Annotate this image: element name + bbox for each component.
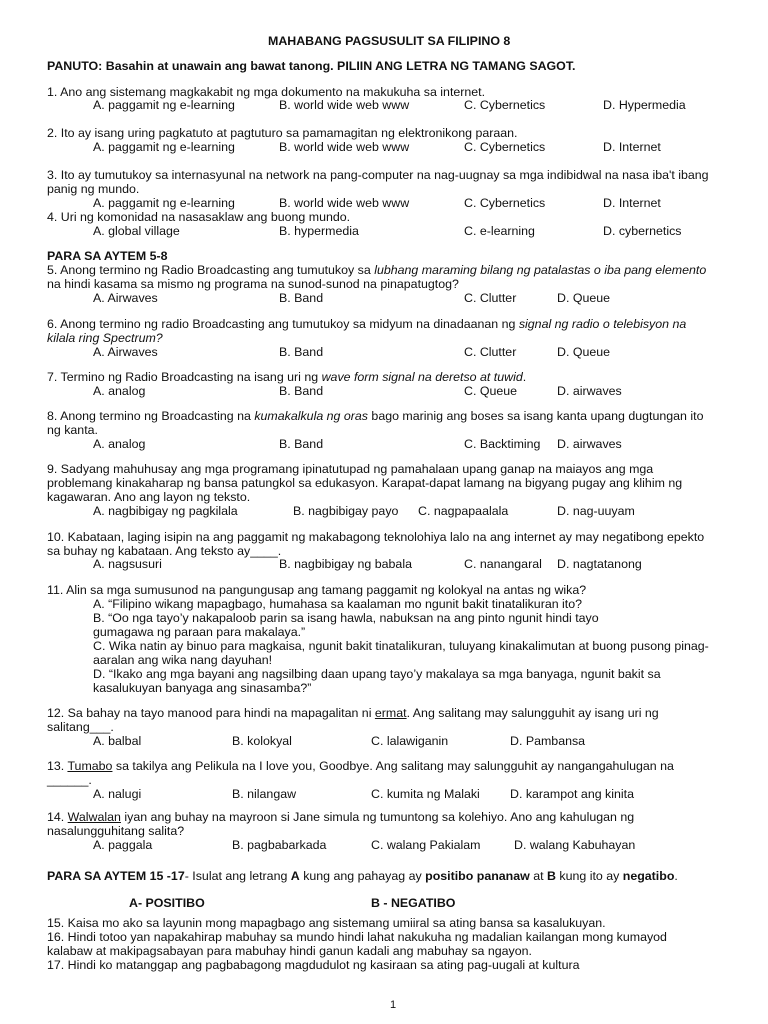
question-16-line-2: kalabaw at makipagsabayan para mabuhay hindi ganun kadali ang mabuhay sa ngayon. (47, 944, 532, 958)
q10-option-d: D. nagtatanong (557, 557, 642, 571)
q6-option-a: A. Airwaves (93, 345, 158, 359)
q10-option-b: B. nagbibigay ng babala (279, 557, 412, 571)
question-5-line-1: 5. Anong termino ng Radio Broadcasting ang tumutukoy sa lubhang maraming bilang ng patalastas o iba pang elemento (47, 263, 707, 277)
question-6-line-2: kilala ring Spectrum? (47, 331, 163, 345)
q1-option-b: B. world wide web www (279, 98, 410, 112)
q13-option-d: D. karampot ang kinita (510, 787, 634, 801)
section-heading-5-8: PARA SA AYTEM 5-8 (47, 249, 168, 263)
question-15: 15. Kaisa mo ako sa layunin mong mapagbago ang sistemang umiiral sa ating bansa sa kasalukuyan. (47, 916, 606, 930)
q7-option-a: A. analog (93, 384, 146, 398)
q11-option-b-line-2: gumagawa ng paraan para makalaya.” (93, 625, 306, 639)
question-12-line-2: salitang___. (47, 720, 114, 734)
question-3-line-2: panig ng mundo. (47, 182, 140, 196)
q11-option-c-line-1: C. Wika natin ay binuo para magkaisa, ngunit bakit tinatalikuran, tuluyang kinakalimutan at buong pusong pinag- (93, 639, 709, 653)
q9-option-b: B. nagbibigay payo (293, 504, 399, 518)
q13-option-c: C. kumita ng Malaki (371, 787, 480, 801)
q9-option-c: C. nagpapaalala (418, 504, 509, 518)
question-5-line-2: na hindi kasama sa mismo ng programa na sunod-sunod na pinapatugtog? (47, 277, 459, 291)
q11-option-d-line-2: kasalukuyan banyaga ang sinasamba?” (93, 681, 312, 695)
q2-option-a: A. paggamit ng e-learning (93, 140, 235, 154)
q11-option-d-line-1: D. “Ikako ang mga bayani ang nagsilbing daan upang tayo’y makalaya sa mga banyaga, ngunit bakit sa (93, 667, 661, 681)
q8-option-a: A. analog (93, 437, 146, 451)
question-3-line-1: 3. Ito ay tumutukoy sa internasyunal na network na pang-computer na nag-uugnay sa mga indibidwal na nasa iba't ibang (47, 168, 709, 182)
q11-option-c-line-2: aaralan ang wika nang dayuhan! (93, 653, 273, 667)
q14-option-d: D. walang Kabuhayan (514, 838, 636, 852)
question-12-line-1: 12. Sa bahay na tayo manood para hindi na mapagalitan ni ermat. Ang salitang may salungguhit ay isang uri ng (47, 706, 659, 720)
q14-option-b: B. pagbabarkada (232, 838, 327, 852)
q2-option-b: B. world wide web www (279, 140, 410, 154)
q10-option-c: C. nanangaral (464, 557, 542, 571)
q5-option-d: D. Queue (557, 291, 611, 305)
question-6-line-1: 6. Anong termino ng radio Broadcasting ang tumutukoy sa midyum na dinadaanan ng signal ng radio o telebisyon na (47, 317, 687, 331)
q11-option-a: A. “Filipino wikang mapagbago, humahasa sa kaalaman mo ngunit bakit tinatalikuran ito? (93, 597, 583, 611)
section-heading-15-17: PARA SA AYTEM 15 -17- Isulat ang letrang A kung ang pahayag ay positibo pananaw at B kung ito ay negatibo. (47, 869, 678, 883)
q13-option-b: B. nilangaw (232, 787, 297, 801)
q12-option-d: D. Pambansa (510, 734, 586, 748)
choice-positibo: A- POSITIBO (129, 896, 205, 910)
q3-option-c: C. Cybernetics (464, 196, 546, 210)
q4-option-b: B. hypermedia (279, 224, 359, 238)
q5-option-b: B. Band (279, 291, 324, 305)
question-1: 1. Ano ang sistemang magkakabit ng mga dokumento na makukuha sa internet. (47, 85, 486, 99)
question-13-line-1: 13. Tumabo sa takilya ang Pelikula na I love you, Goodbye. Ang salitang may salungguhit ay nangangahulugan na (47, 759, 674, 773)
q3-option-d: D. Internet (603, 196, 661, 210)
q7-option-c: C. Queue (464, 384, 518, 398)
q6-option-d: D. Queue (557, 345, 611, 359)
q1-option-c: C. Cybernetics (464, 98, 546, 112)
question-7: 7. Termino ng Radio Broadcasting na isang uri ng wave form signal na deretso at tuwid. (47, 370, 527, 384)
page-title: MAHABANG PAGSUSULIT SA FILIPINO 8 (268, 34, 511, 48)
q4-option-d: D. cybernetics (603, 224, 682, 238)
question-9-line-3: kagawaran. Ano ang layon ng teksto. (47, 490, 251, 504)
q9-option-a: A. nagbibigay ng pagkilala (93, 504, 238, 518)
choice-negatibo: B - NEGATIBO (371, 896, 456, 910)
question-17: 17. Hindi ko matanggap ang pagbabagong magdudulot ng kasiraan sa ating pag-uugali at kultura (47, 958, 580, 972)
q12-option-b: B. kolokyal (232, 734, 292, 748)
question-9-line-2: problemang kinakaharap ng bansa patungkol sa edukasyon. Karapat-dapat lamang na bigyang pugay ang klihim ng (47, 476, 683, 490)
q3-option-b: B. world wide web www (279, 196, 410, 210)
q9-option-d: D. nag-uuyam (557, 504, 635, 518)
instructions: PANUTO: Basahin at unawain ang bawat tanong. PILIIN ANG LETRA NG TAMANG SAGOT. (47, 59, 576, 73)
q3-option-a: A. paggamit ng e-learning (93, 196, 235, 210)
question-8-line-2: ng kanta. (47, 423, 98, 437)
q8-option-c: C. Backtiming (464, 437, 541, 451)
q4-option-c: C. e-learning (464, 224, 535, 238)
q10-option-a: A. nagsusuri (93, 557, 162, 571)
question-10-line-1: 10. Kabataan, laging isipin na ang paggamit ng makabagong teknolohiya lalo na ang internet ay may negatibong epekto (47, 530, 705, 544)
q5-option-a: A. Airwaves (93, 291, 158, 305)
q1-option-d: D. Hypermedia (603, 98, 686, 112)
question-14-line-2: nasalungguhitang salita? (47, 824, 185, 838)
question-4: 4. Uri ng komonidad na nasasaklaw ang buong mundo. (47, 210, 351, 224)
q11-option-b-line-1: B. “Oo nga tayo’y nakapaloob parin sa isang hawla, nabuksan na ang pinto ngunit hindi tayo (93, 611, 599, 625)
q2-option-d: D. Internet (603, 140, 661, 154)
question-2: 2. Ito ay isang uring pagkatuto at pagtuturo sa pamamagitan ng elektronikong paraan. (47, 126, 518, 140)
q14-option-c: C. walang Pakialam (371, 838, 481, 852)
question-10-line-2: sa buhay ng kabataan. Ang teksto ay____. (47, 544, 282, 558)
question-11: 11. Alin sa mga sumusunod na pangungusap ang tamang paggamit ng kolokyal na antas ng wika? (47, 583, 587, 597)
q13-option-a: A. nalugi (93, 787, 142, 801)
q1-option-a: A. paggamit ng e-learning (93, 98, 235, 112)
page-number: 1 (390, 999, 397, 1011)
q6-option-b: B. Band (279, 345, 324, 359)
question-9-line-1: 9. Sadyang mahuhusay ang mga programang ipinatutupad ng pamahalaan upang ganap na maiayos ang mga (47, 462, 654, 476)
q8-option-d: D. airwaves (557, 437, 622, 451)
q6-option-c: C. Clutter (464, 345, 517, 359)
q7-option-d: D. airwaves (557, 384, 622, 398)
q12-option-a: A. balbal (93, 734, 142, 748)
question-16-line-1: 16. Hindi totoo yan napakahirap mabuhay sa mundo hindi lahat nakukuha ng madalian kailangan mong kumayod (47, 930, 667, 944)
q7-option-b: B. Band (279, 384, 324, 398)
question-13-line-2: ______. (47, 773, 92, 787)
question-8-line-1: 8. Anong termino ng Broadcasting na kumakalkula ng oras bago marinig ang boses sa isang kanta upang dugtungan ito (47, 409, 704, 423)
q8-option-b: B. Band (279, 437, 324, 451)
q2-option-c: C. Cybernetics (464, 140, 546, 154)
q12-option-c: C. lalawiganin (371, 734, 449, 748)
q14-option-a: A. paggala (93, 838, 153, 852)
q5-option-c: C. Clutter (464, 291, 517, 305)
q4-option-a: A. global village (93, 224, 180, 238)
question-14-line-1: 14. Walwalan iyan ang buhay na mayroon si Jane simula ng tumuntong sa kolehiyo. Ano ang kahulugan ng (47, 810, 635, 824)
